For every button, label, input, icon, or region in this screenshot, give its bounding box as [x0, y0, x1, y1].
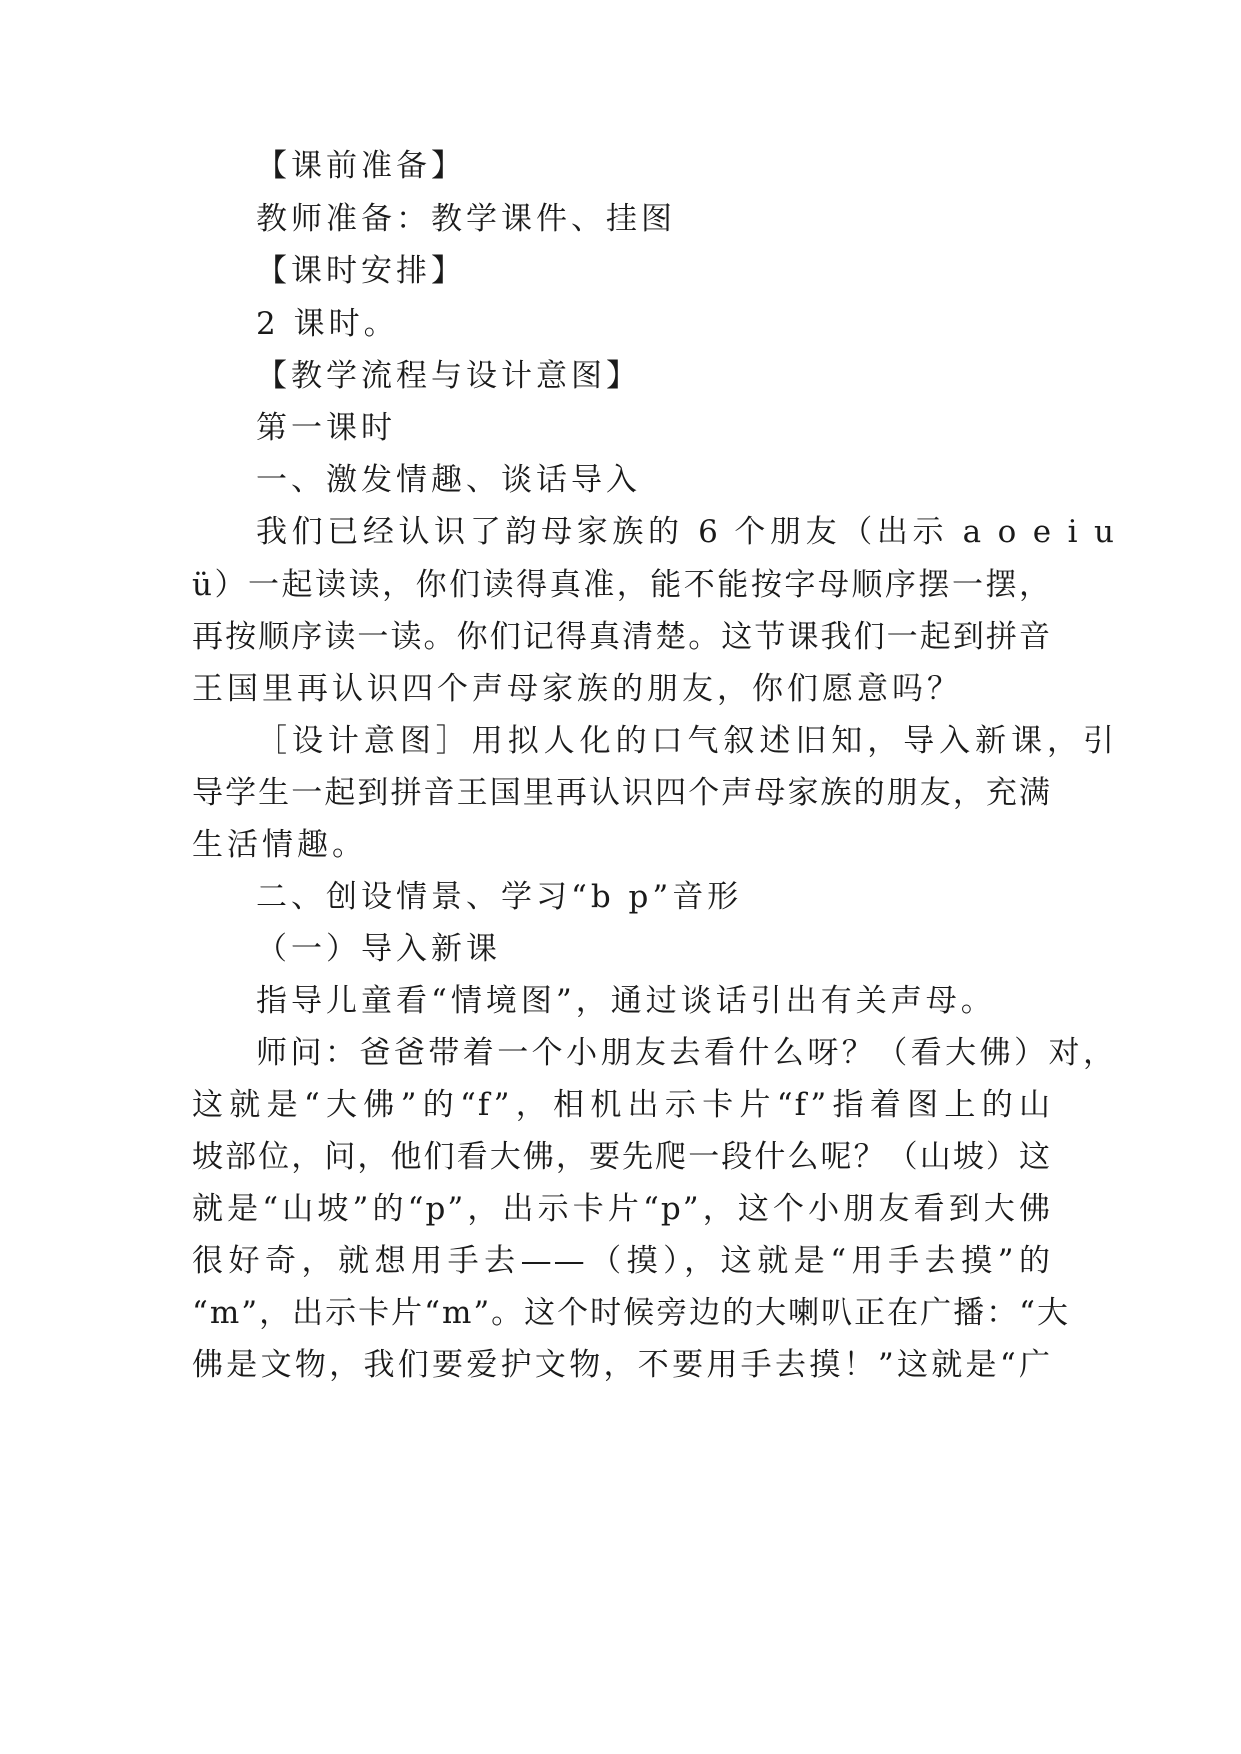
subheading-step-two: 二、创设情景、学习“b p”音形 — [256, 879, 743, 915]
paragraph-line: 这就是“大佛”的“f”，相机出示卡片“f”指着图上的山 — [192, 1087, 1052, 1123]
paragraph-line: 教师准备：教学课件、挂图 — [256, 201, 676, 237]
subheading-first-lesson: 第一课时 — [256, 410, 396, 446]
paragraph-line: 就是“山坡”的“p”，出示卡片“p”，这个小朋友看到大佛 — [192, 1191, 1052, 1227]
paragraph-line: 我们已经认识了韵母家族的 6 个朋友（出示 a o e i u — [256, 514, 1116, 550]
paragraph-line: 很好奇，就想用手去——（摸），这就是“用手去摸”的 — [192, 1243, 1052, 1279]
paragraph-line: 师问：爸爸带着一个小朋友去看什么呀？（看大佛）对， — [256, 1035, 1116, 1071]
paragraph-line: 再按顺序读一读。你们记得真清楚。这节课我们一起到拼音 — [192, 619, 1052, 655]
design-intent-line: ［设计意图］用拟人化的口气叙述旧知，导入新课，引 — [256, 723, 1116, 759]
paragraph-line: ü）一起读读，你们读得真准，能不能按字母顺序摆一摆， — [192, 567, 1052, 603]
subheading-introduction: （一）导入新课 — [256, 931, 501, 967]
paragraph-line: 王国里再认识四个声母家族的朋友，你们愿意吗？ — [192, 671, 962, 707]
section-heading-process: 【教学流程与设计意图】 — [256, 358, 641, 394]
design-intent-line: 生活情趣。 — [192, 827, 367, 863]
design-intent-line: 导学生一起到拼音王国里再认识四个声母家族的朋友，充满 — [192, 775, 1052, 811]
subheading-step-one: 一、激发情趣、谈话导入 — [256, 462, 641, 498]
paragraph-line: 坡部位，问，他们看大佛，要先爬一段什么呢？（山坡）这 — [192, 1139, 1052, 1175]
paragraph-line: “m”，出示卡片“m”。这个时候旁边的大喇叭正在广播：“大 — [192, 1295, 1071, 1331]
paragraph-line: 指导儿童看“情境图”，通过谈话引出有关声母。 — [256, 983, 996, 1019]
paragraph-line: 2 课时。 — [256, 306, 399, 342]
paragraph-line: 佛是文物，我们要爱护文物，不要用手去摸！”这就是“广 — [192, 1347, 1052, 1383]
section-heading-preparation: 【课前准备】 — [256, 148, 466, 184]
section-heading-schedule: 【课时安排】 — [256, 253, 466, 289]
